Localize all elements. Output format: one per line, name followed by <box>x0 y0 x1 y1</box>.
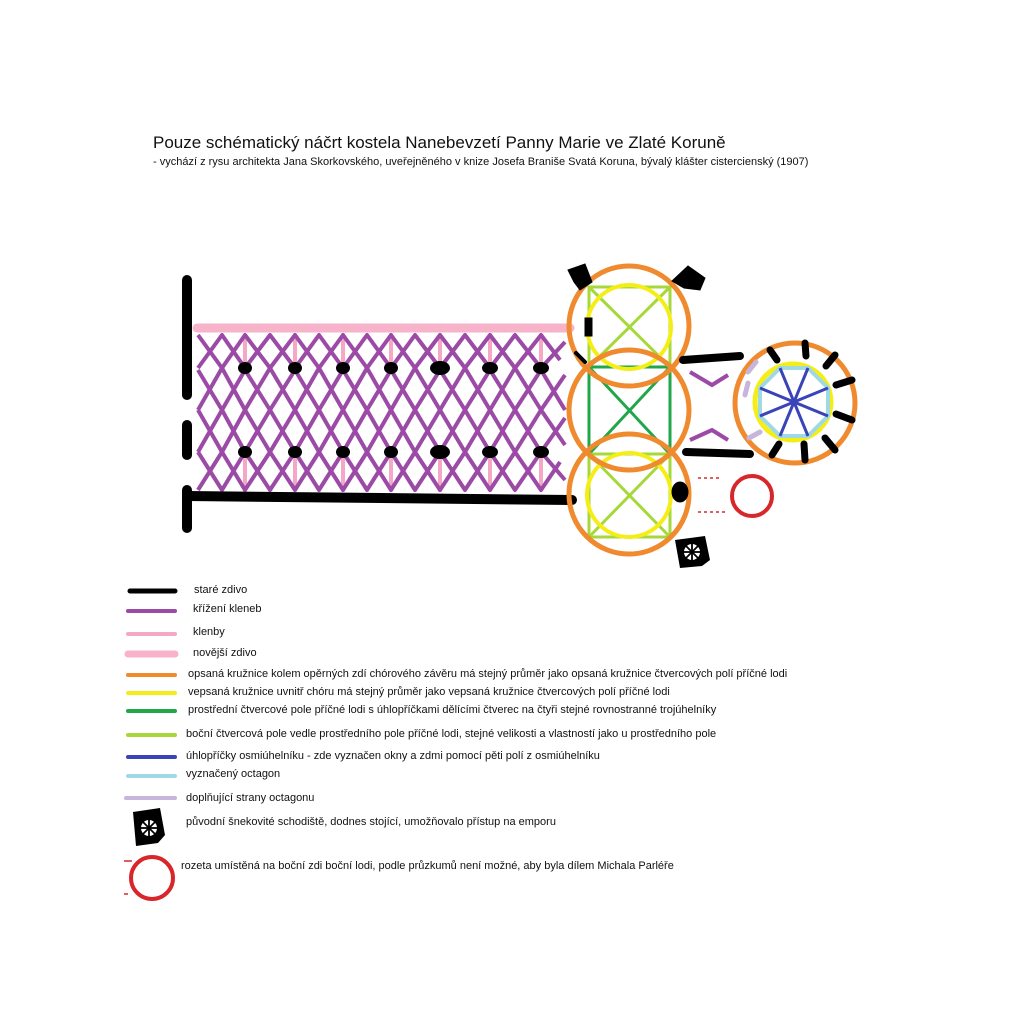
nave-vault-cross-lines <box>198 335 565 490</box>
legend-swatches <box>126 591 175 798</box>
legend-label-vaults: klenby <box>193 626 225 638</box>
rosette <box>698 476 772 516</box>
legend-label-rosette: rozeta umístěná na boční zdi boční lodi, podle průzkumů není možné, aby byla dílem Michala Parléře <box>181 860 674 872</box>
legend-label-old-wall: staré zdivo <box>194 584 248 596</box>
diagram-title: Pouze schématický náčrt kostela Nanebevzetí Panny Marie ve Zlaté Koruně <box>153 133 726 152</box>
legend-label-side-square: boční čtvercová pole vedle prostředního pole příčné lodi, stejné velikosti a vlastností jako u prostředního pole <box>186 728 717 740</box>
legend-label-inscribed: vepsaná kružnice uvnitř chóru má stejný průměr jako vepsaná kružnice čtvercových polí příčné lodi <box>188 686 670 698</box>
legend-swatch-staircase <box>133 808 165 846</box>
legend-label-octagon: vyznačený octagon <box>186 768 281 780</box>
legend-swatch-rosette <box>124 857 173 899</box>
legend-label-circumscribed: opsaná kružnice kolem opěrných zdí chórového závěru má stejný průměr jako opsaná kružnice čtvercových polí příčné lodi <box>188 668 788 680</box>
legend-label-middle-square: prostřední čtvercové pole příčné lodi s úhlopříčkami dělícími čtverec na čtyři stejné rovnostranné trojúhelníky <box>188 704 717 716</box>
legend-label-octagon-extra: doplňující strany octagonu <box>186 792 315 804</box>
legend-label-octagon-diagonals: úhlopříčky osmiúhelníku - zde vyznačen okny a zdmi pomocí pěti polí z osmiúhelníku <box>186 750 600 762</box>
legend-label-staircase: původní šnekovité schodiště, dodnes stojící, umožňovalo přístup na emporu <box>186 816 556 828</box>
octagon-supplementary-sides <box>745 362 760 438</box>
transept-apse-links <box>690 372 728 440</box>
legend-label-vault-cross: křížení kleneb <box>193 603 262 615</box>
staircase-symbol <box>675 536 710 568</box>
diagram-subtitle: - vychází z rysu architekta Jana Skorkovského, uveřejněného v knize Josefa Braniše Svatá Koruna, bývalý klášter cistercienský (1907) <box>153 156 809 168</box>
transept-squares <box>589 287 670 537</box>
legend-label-newer-wall: novější zdivo <box>193 647 257 659</box>
